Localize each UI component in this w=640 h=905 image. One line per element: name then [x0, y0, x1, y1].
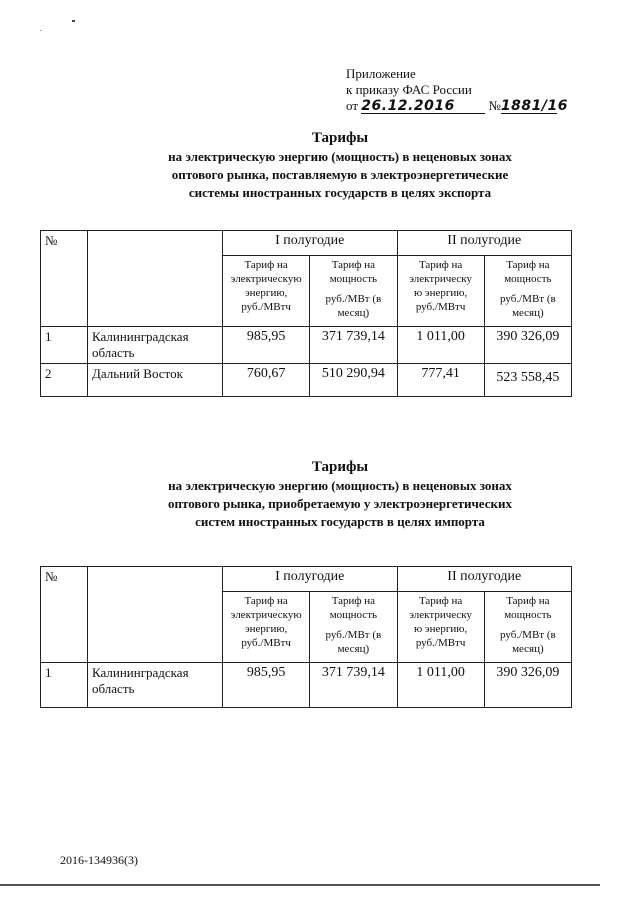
import-subtitle-2: оптового рынка, приобретаемую у электроэнергетических [168, 496, 512, 511]
row-region: Калининградская область [88, 327, 223, 364]
energy-tariff-h1: 760,67 [223, 364, 310, 397]
number-field [500, 98, 568, 114]
export-subtitle-3: системы иностранных государств в целях экспорта [188, 185, 492, 200]
power-tariff-h2-header: Тариф на мощность руб./МВт (в месяц) [484, 592, 571, 663]
power-tariff-h1: 371 739,14 [310, 663, 397, 708]
power-tariff-h2: 523 558,45 [484, 364, 571, 397]
date-field [361, 99, 485, 114]
row-number: 1 [41, 663, 88, 708]
handwritten-number: 1881/16 [500, 98, 568, 114]
number-label: № [488, 98, 501, 113]
appendix-line-1: Приложение [346, 66, 416, 81]
import-subtitle-1: на электрическую энергию (мощность) в неценовых зонах [168, 478, 512, 493]
appendix-block [346, 66, 568, 114]
power-tariff-h1-header: Тариф на мощность руб./МВт (в месяц) [310, 256, 397, 327]
export-title: Тарифы [311, 130, 369, 146]
table-header-row [41, 567, 572, 592]
col-number-header: № [41, 567, 88, 663]
table-row [41, 364, 572, 397]
energy-tariff-h2: 1 011,00 [397, 663, 484, 708]
half-year-2-header: II полугодие [397, 567, 572, 592]
energy-tariff-h2-header: Тариф на электрическу ю энергию, руб./МВтч [397, 592, 484, 663]
power-tariff-h1: 510 290,94 [310, 364, 397, 397]
import-heading [40, 457, 640, 531]
table-row [41, 327, 572, 364]
energy-tariff-h1: 985,95 [223, 663, 310, 708]
col-region-header [88, 231, 223, 327]
col-number-header: № [41, 231, 88, 327]
table-row [41, 663, 572, 708]
power-tariff-h1-header: Тариф на мощность руб./МВт (в месяц) [310, 592, 397, 663]
power-tariff-h2: 390 326,09 [484, 327, 571, 364]
row-number: 1 [41, 327, 88, 364]
export-tariff-table [40, 230, 572, 397]
scan-speck [40, 30, 42, 31]
power-tariff-h2: 390 326,09 [484, 663, 571, 708]
power-tariff-h1: 371 739,14 [310, 327, 397, 364]
col-region-header [88, 567, 223, 663]
import-title: Тарифы [311, 459, 369, 475]
export-subtitle-1: на электрическую энергию (мощность) в неценовых зонах [168, 149, 512, 164]
row-region: Дальний Восток [88, 364, 223, 397]
import-subtitle-3: систем иностранных государств в целях импорта [195, 514, 485, 529]
row-region: Калининградская область [88, 663, 223, 708]
half-year-1-header: I полугодие [223, 231, 398, 256]
scan-speck [72, 20, 75, 22]
appendix-date-line [346, 98, 568, 114]
energy-tariff-h2-header: Тариф на электрическу ю энергию, руб./МВтч [397, 256, 484, 327]
appendix-line-2: к приказу ФАС России [346, 82, 472, 97]
energy-tariff-h1-header: Тариф на электрическую энергию, руб./МВтч [223, 592, 310, 663]
energy-tariff-h1-header: Тариф на электрическую энергию, руб./МВтч [223, 256, 310, 327]
scan-edge-line [0, 884, 600, 886]
half-year-1-header: I полугодие [223, 567, 398, 592]
from-label: от [346, 98, 359, 113]
export-subtitle-2: оптового рынка, поставляемую в электроэнергетические [171, 167, 509, 182]
document-code: 2016-134936(3) [60, 853, 138, 867]
import-tariff-table [40, 566, 572, 708]
energy-tariff-h1: 985,95 [223, 327, 310, 364]
energy-tariff-h2: 777,41 [397, 364, 484, 397]
table-header-row [41, 231, 572, 256]
energy-tariff-h2: 1 011,00 [397, 327, 484, 364]
export-heading [40, 128, 640, 202]
row-number: 2 [41, 364, 88, 397]
handwritten-date: 26.12.2016 [361, 98, 455, 114]
power-tariff-h2-header: Тариф на мощность руб./МВт (в месяц) [484, 256, 571, 327]
half-year-2-header: II полугодие [397, 231, 572, 256]
